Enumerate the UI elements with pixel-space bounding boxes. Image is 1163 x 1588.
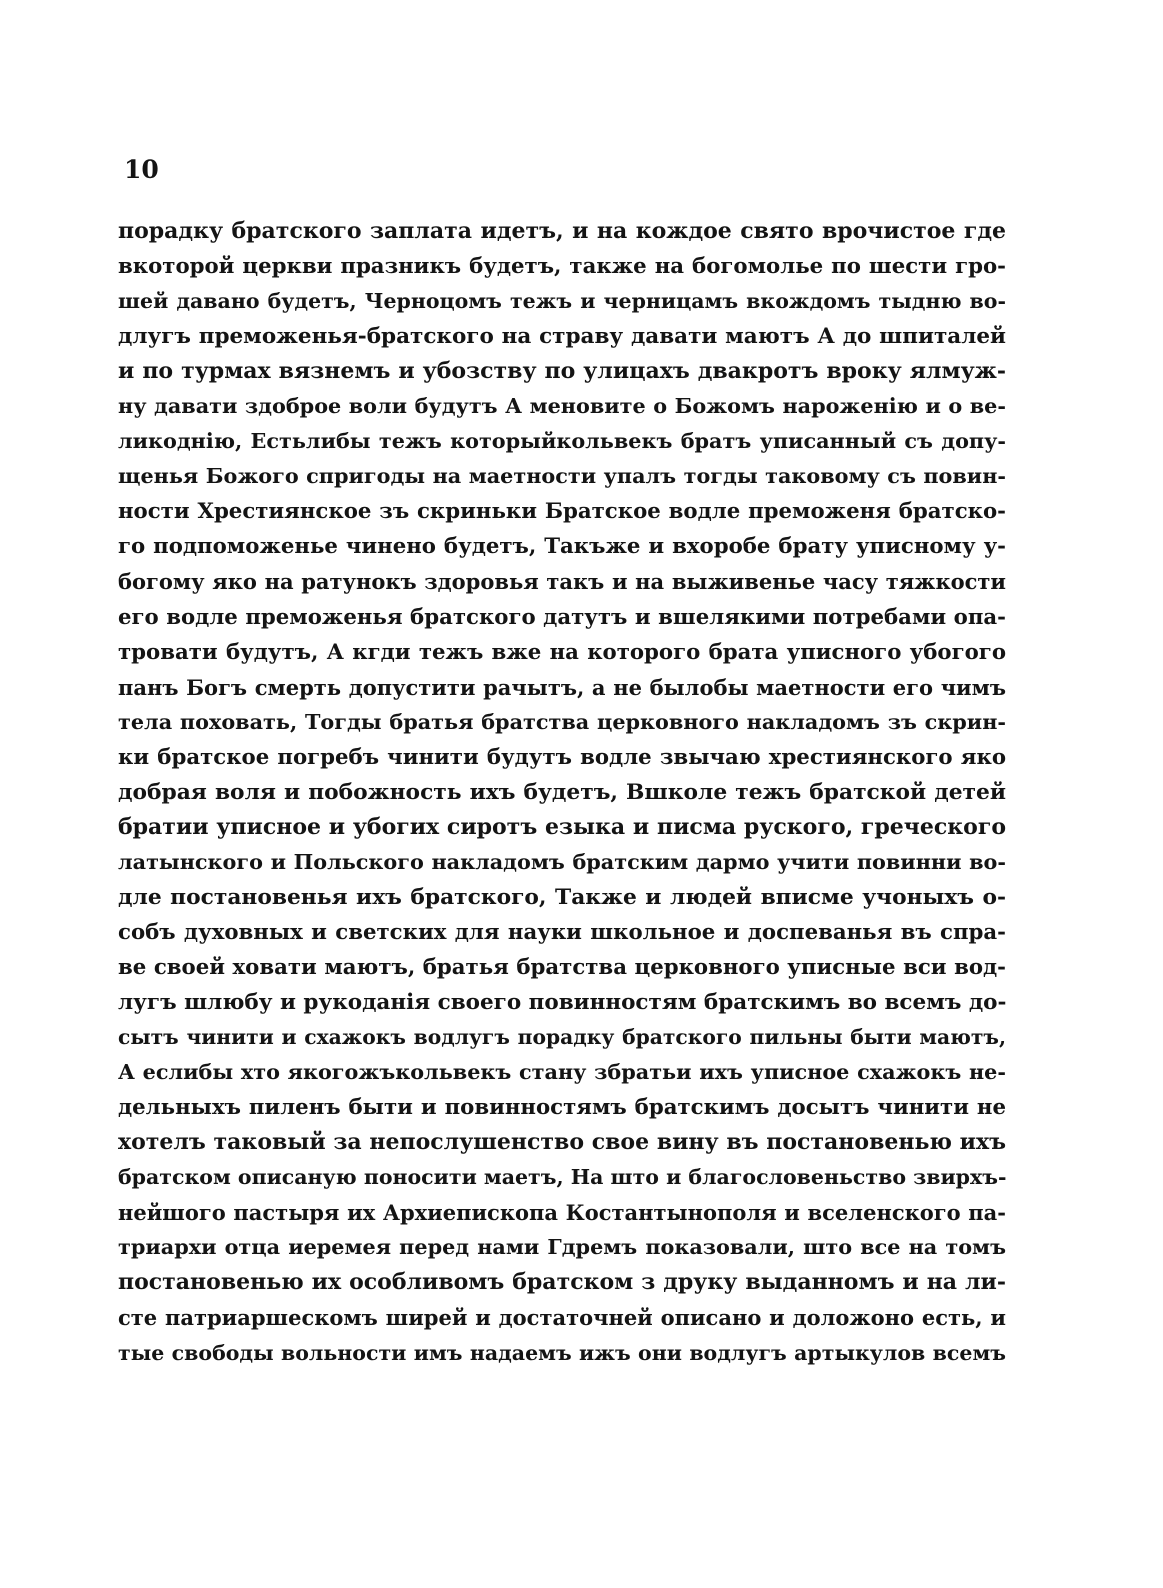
text-line: дельныхъ пиленъ быти и повинностямъ братскимъ досытъ чинити не	[118, 1095, 1006, 1121]
text-line: сытъ чинити и схажокъ водлугъ порадку братского пильны быти маютъ,	[118, 1025, 1006, 1050]
text-line: братии уписное и убогих сиротъ езыка и писма руского, греческого	[118, 813, 1006, 840]
text-line: сте патриаршескомъ ширей и достаточней описано и доложоно есть, и	[118, 1305, 1006, 1331]
text-line: лугъ шлюбу и рукоданія своего повинностям братскимъ во всемъ до-	[118, 990, 1006, 1016]
text-line: шей давано будетъ, Черноцомъ тежъ и черницамъ вкождомъ тыдню во-	[118, 289, 1006, 314]
text-line: и по турмах вязнемъ и убозству по улицахъ двакротъ вроку ялмуж-	[118, 358, 1006, 385]
text-line: щенья Божого спригоды на маетности упалъ тогды таковому съ повин-	[118, 464, 1006, 489]
text-line: ликоднію, Естьлибы тежъ которыйкольвекъ братъ уписанный съ допу-	[118, 429, 1006, 454]
text-line: добрая воля и побожность ихъ будетъ, Вшколе тежъ братской детей	[118, 779, 1006, 805]
text-line: дле постановенья ихъ братского, Также и людей вписме учоныхъ о-	[118, 884, 1006, 910]
text-line: вкоторой церкви празникъ будетъ, также на богомолье по шести гро-	[118, 254, 1006, 280]
text-line: латынского и Польского накладомъ братским дармо учити повинни во-	[118, 849, 1006, 874]
text-line: панъ Богъ смерть допустити рачытъ, а не былобы маетности его чимъ	[118, 674, 1006, 700]
body-text	[118, 214, 1006, 1371]
text-line: его водле преможенья братского датутъ и вшелякими потребами опа-	[118, 604, 1006, 630]
text-line: ну давати здоброе воли будутъ А менoвите о Божомъ нароженію и о ве-	[118, 394, 1006, 419]
text-line: длугъ преможенья-братского на страву давати маютъ А до шпиталей	[118, 324, 1006, 350]
text-line: ности Хрестиянское зъ скриньки Братское водле преможеня братско-	[118, 499, 1006, 525]
text-line: тела поховать, Тогды братья братства церковного накладомъ зъ скрин-	[118, 709, 1006, 734]
text-line: собъ духовных и светских для науки школьное и доспеванья въ спра-	[118, 919, 1006, 945]
text-line: нейшого пастыря их Архиепископа Костантынополя и вселенского па-	[118, 1200, 1006, 1226]
text-line: го подпоможенье чинено будетъ, Такъже и вхоробе брату уписному у-	[118, 534, 1006, 560]
text-line: ве своей ховати маютъ, братья братства церковного уписные вси вод-	[118, 954, 1006, 980]
text-line: А еслибы хто якогожъкольвекъ стану збратьи ихъ уписное схажокъ не-	[118, 1060, 1006, 1085]
text-line: богому яко на ратунокъ здоровья такъ и на выживенье часу тяжкости	[118, 569, 1006, 595]
text-line: постановенью их особливомъ братском з друку выданномъ и на ли-	[118, 1269, 1006, 1296]
text-line: хотелъ таковый за непослушенство свое вину въ постановенью ихъ	[118, 1129, 1006, 1156]
page-number: 10	[124, 155, 159, 184]
text-line: братском описаную поносити маетъ, На што и благословеньство звирхъ-	[118, 1165, 1006, 1190]
text-line: ки братское погребъ чинити будутъ водле звычаю хрестиянского яко	[118, 744, 1006, 770]
text-line: порадку братского заплата идетъ, и на кождое свято врочистое где	[118, 218, 1006, 244]
text-line: триархи отца иеремея перед нами Гдремъ показовали, што все на томъ	[118, 1235, 1006, 1260]
text-line: тровати будутъ, А кгди тежъ вже на которого брата уписного убогого	[118, 639, 1006, 665]
text-line: тые свободы вольности имъ надаемъ ижъ они водлугъ артыкулов всемъ	[118, 1340, 1006, 1365]
